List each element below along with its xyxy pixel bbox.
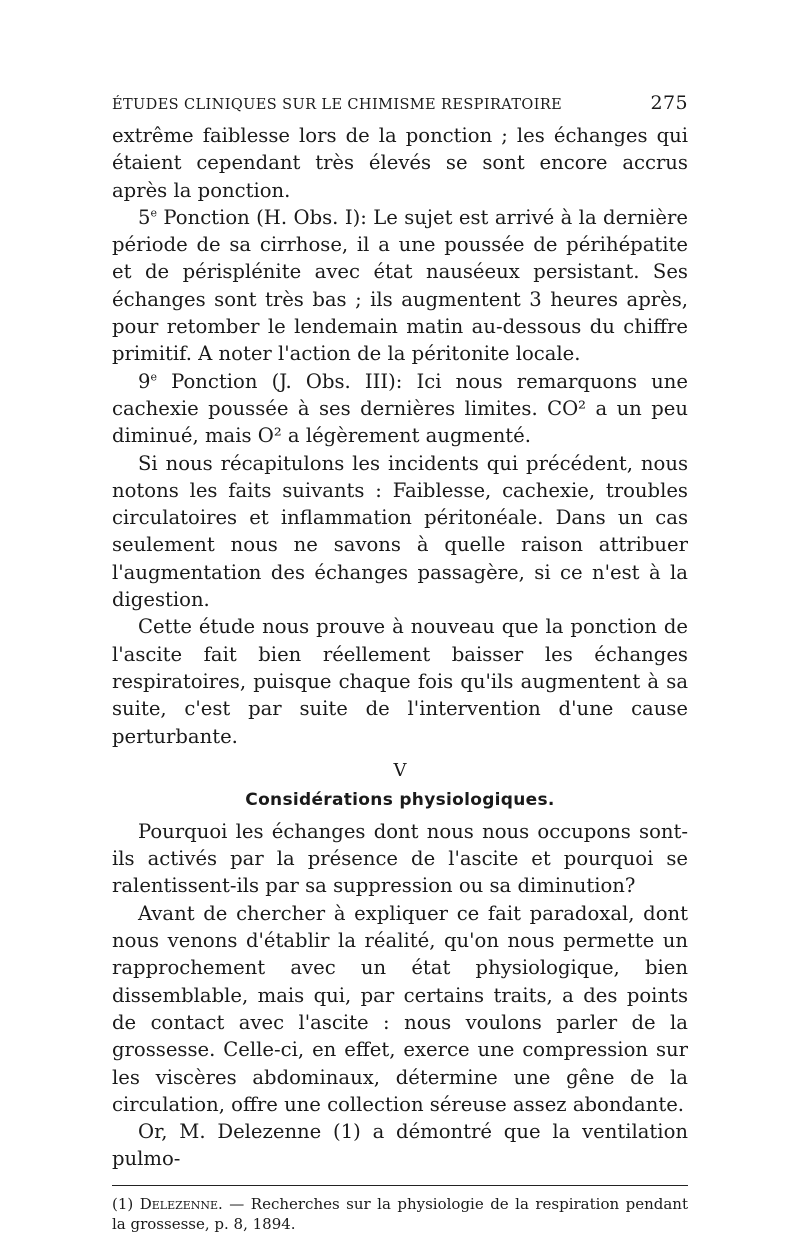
paragraph-7: Avant de chercher à expliquer ce fait paradoxal, dont nous venons d'établir la réalité, qu'on nous permette un rapprochement avec un état physiologique, bien dissemblable, mais qui, par certains traits, a des points de contact avec l'ascite : nous voulons parler de la grossesse. Celle-ci, en effet, exerce une compression sur les viscères abdominaux, détermine une gêne de la circulation, offre une collection séreuse assez abondante. — [112, 901, 688, 1116]
paragraph-6: Pourquoi les échanges dont nous nous occupons sont-ils activés par la présence de l'ascite et pourquoi se ralentissent-ils par sa suppression ou sa diminution? — [112, 819, 688, 898]
ordinal-suffix: e — [150, 206, 157, 220]
footnote-rule — [112, 1185, 688, 1186]
paragraph-8: Or, M. Delezenne (1) a démontré que la ventilation pulmo- — [112, 1120, 688, 1171]
paragraph-text: Ponction (J. Obs. III): Ici nous remarquons une cachexie poussée à ses dernières limites. CO² a un peu diminué, mais O² a légèrement augmenté. — [112, 369, 688, 448]
paragraph-text: Ponction (H. Obs. I): Le sujet est arrivé à la dernière période de sa cirrhose, il a une poussée de périhépatite et de périsplénite avec état nauséeux persistant. Ses échanges sont très bas ; ils augmentent 3 heures après, pour retomber le lendemain matin au-dessous du chiffre primitif. A noter l'action de la péritonite locale. — [112, 205, 688, 366]
section-numeral: V — [393, 759, 407, 781]
running-title: ÉTUDES CLINIQUES SUR LE CHIMISME RESPIRATOIRE — [112, 97, 563, 113]
ordinal-suffix: e — [150, 370, 157, 384]
page-number: 275 — [650, 92, 688, 114]
footnote-author: Delezenne. — [139, 1194, 223, 1213]
paragraph-1: extrême faiblesse lors de la ponction ; les échanges qui étaient cependant très élevés se sont encore accrus après la ponction. — [112, 124, 688, 202]
paragraph-2 — [112, 204, 688, 368]
footnote-marker: (1) — [112, 1194, 134, 1213]
paragraph-3 — [112, 368, 688, 450]
running-header — [112, 92, 688, 122]
paragraph-5: Cette étude nous prouve à nouveau que la ponction de l'ascite fait bien réellement baisser les échanges respiratoires, puisque chaque fois qu'ils augmentent à sa suite, c'est par suite de l'intervention d'une cause perturbante. — [112, 615, 688, 748]
ordinal: 5 — [138, 205, 151, 229]
paragraph-4: Si nous récapitulons les incidents qui précédent, nous notons les faits suivants : Faiblesse, cachexie, troubles circulatoires et inflammation péritonéale. Dans un cas seulement nous ne savons à quelle raison attribuer l'augmentation des échanges passagère, si ce n'est à la digestion. — [112, 451, 688, 612]
footnote-text: — Recherches sur la physiologie de la respiration pendant la grossesse, p. 8, 1894. — [112, 1194, 688, 1233]
page — [112, 92, 688, 1234]
ordinal: 9 — [138, 369, 151, 393]
footnote — [112, 1194, 688, 1234]
section-title: Considérations physiologiques. — [245, 789, 555, 810]
